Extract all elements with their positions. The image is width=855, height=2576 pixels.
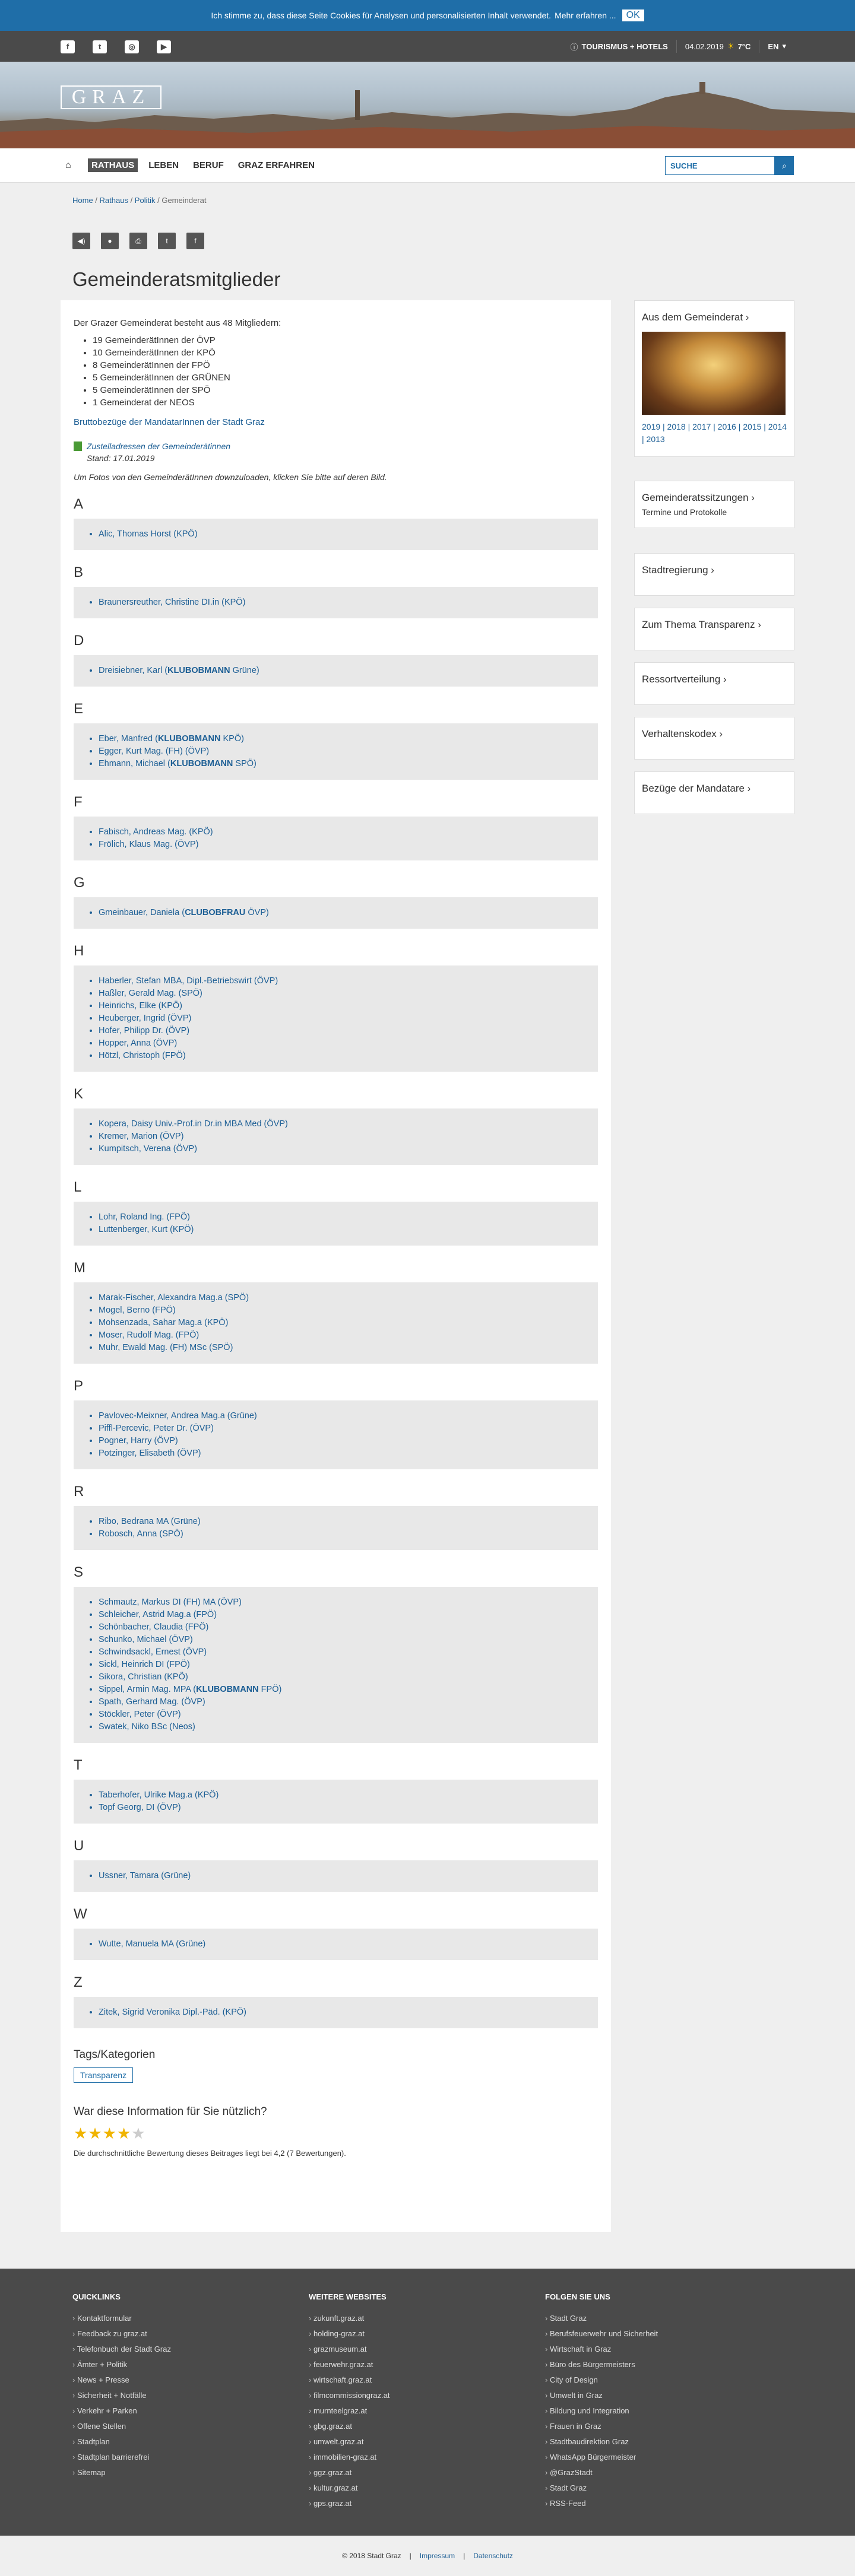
member-list — [74, 1929, 598, 1960]
member-link[interactable]: • Hofer, Philipp Dr. (ÖVP) — [99, 1025, 585, 1037]
main-nav — [0, 148, 855, 183]
member-list — [74, 723, 598, 780]
print-icon[interactable]: ⎙ — [129, 233, 147, 249]
member-link[interactable]: • Topf Georg, DI (ÖVP) — [99, 1802, 585, 1814]
member-link[interactable]: • Pogner, Harry (ÖVP) — [99, 1435, 585, 1447]
member-link[interactable]: • Lohr, Roland Ing. (FPÖ) — [99, 1211, 585, 1224]
copyright: © 2018 Stadt Graz — [342, 2552, 401, 2560]
photo-note: Um Fotos von den GemeinderätInnen downzuloaden, klicken Sie bitte auf deren Bild. — [74, 472, 387, 482]
member-list — [74, 587, 598, 618]
top-right — [562, 31, 794, 62]
member-list — [74, 1997, 598, 2028]
star-icon[interactable]: ★ — [74, 2124, 88, 2142]
member-link[interactable]: • Schwindsackl, Ernest (ÖVP) — [99, 1646, 585, 1659]
footer-link[interactable]: › Umwelt in Graz — [545, 2388, 658, 2403]
sidebar-sitzungen[interactable] — [634, 481, 794, 528]
member-link[interactable]: • Mogel, Berno (FPÖ) — [99, 1304, 585, 1317]
comment-icon[interactable]: ● — [101, 233, 119, 249]
page-title: Gemeinderatsmitglieder — [72, 268, 281, 290]
letter-heading: G — [74, 875, 85, 891]
top-bar — [0, 31, 855, 62]
letter-heading: Z — [74, 1974, 83, 1990]
member-link[interactable]: • Ribo, Bedrana MA (Grüne) — [99, 1516, 585, 1528]
tag-transparenz[interactable]: Transparenz — [74, 2067, 133, 2083]
rating-stars[interactable] — [74, 2124, 598, 2143]
rating-section — [74, 2105, 598, 2158]
star-icon[interactable]: ★ — [131, 2124, 146, 2142]
member-link[interactable]: • Mohsenzada, Sahar Mag.a (KPÖ) — [99, 1317, 585, 1329]
letter-heading: S — [74, 1564, 84, 1580]
member-list — [74, 1400, 598, 1469]
letter-heading: W — [74, 1906, 87, 1922]
member-link[interactable]: • Sikora, Christian (KPÖ) — [99, 1671, 585, 1684]
page-tools — [72, 233, 204, 249]
member-link[interactable]: • Heinrichs, Elke (KPÖ) — [99, 1000, 585, 1012]
footer-link[interactable]: › Stadtplan — [72, 2434, 171, 2450]
letter-heading: P — [74, 1378, 84, 1394]
language-select[interactable]: EN ▾ — [759, 40, 794, 53]
footer-link[interactable]: › gbg.graz.at — [309, 2419, 390, 2434]
excel-file-icon — [74, 441, 82, 451]
footer-link[interactable]: › Stadtplan barrierefrei — [72, 2450, 171, 2465]
sidebar-item-bezuege[interactable]: Bezüge der Mandatare › — [634, 771, 794, 814]
footer-link[interactable]: › grazmuseum.at — [309, 2342, 390, 2357]
member-link[interactable]: • Heuberger, Ingrid (ÖVP) — [99, 1012, 585, 1025]
graz-logo[interactable]: GRAZ — [61, 85, 162, 109]
footer-link[interactable]: › feuerwehr.graz.at — [309, 2357, 390, 2372]
footer-link[interactable]: › ggz.graz.at — [309, 2465, 390, 2480]
zustelladressen-link[interactable]: Zustelladressen der Gemeinderätinnen — [87, 441, 231, 451]
footer-link[interactable]: › Berufsfeuerwehr und Sicherheit — [545, 2326, 658, 2342]
footer-link[interactable]: › zukunft.graz.at — [309, 2311, 390, 2326]
footer-link[interactable]: › News + Presse — [72, 2372, 171, 2388]
search-icon: ⌕ — [782, 161, 787, 170]
cookie-banner — [0, 0, 855, 31]
rating-average: Die durchschnittliche Bewertung dieses Beitrages liegt bei 4,2 (7 Bewertungen). — [74, 2149, 346, 2158]
member-link[interactable]: • Spath, Gerhard Mag. (ÖVP) — [99, 1696, 585, 1708]
footer-link[interactable]: › wirtschaft.graz.at — [309, 2372, 390, 2388]
impressum-link[interactable]: Impressum — [419, 2552, 455, 2560]
facebook-icon[interactable]: f — [61, 40, 75, 53]
member-list — [74, 1108, 598, 1165]
sidebar-item-stadtregierung[interactable]: Stadtregierung › — [634, 553, 794, 596]
document-download — [74, 440, 598, 464]
member-list — [74, 1202, 598, 1246]
member-link[interactable]: • Ussner, Tamara (Grüne) — [99, 1870, 585, 1882]
footer-link[interactable]: › Stadtbaudirektion Graz — [545, 2434, 658, 2450]
member-link[interactable]: • Schleicher, Astrid Mag.a (FPÖ) — [99, 1609, 585, 1621]
member-link[interactable]: • Pavlovec-Meixner, Andrea Mag.a (Grüne) — [99, 1410, 585, 1422]
list-item: • 5 GemeinderätInnen der SPÖ — [93, 384, 598, 396]
letter-heading: K — [74, 1086, 84, 1102]
info-icon: ⓘ — [570, 42, 578, 52]
member-link[interactable]: • Schönbacher, Claudia (FPÖ) — [99, 1621, 585, 1634]
letter-heading: D — [74, 633, 84, 649]
social-icons — [61, 40, 171, 53]
letter-heading: R — [74, 1484, 84, 1500]
member-link[interactable]: • Wutte, Manuela MA (Grüne) — [99, 1938, 585, 1951]
footer-link[interactable]: › Telefonbuch der Stadt Graz — [72, 2342, 171, 2357]
breadcrumb-politik[interactable]: Politik — [134, 196, 156, 205]
list-item: • 8 GemeinderätInnen der FPÖ — [93, 359, 598, 371]
footer-link[interactable]: › umwelt.graz.at — [309, 2434, 390, 2450]
twitter-share-icon[interactable]: t — [158, 233, 176, 249]
sidebar-item-ressortverteilung[interactable]: Ressortverteilung › — [634, 662, 794, 705]
search-button[interactable] — [775, 156, 794, 175]
footer-link[interactable]: › gps.graz.at — [309, 2496, 390, 2511]
member-link[interactable]: • Hötzl, Christoph (FPÖ) — [99, 1050, 585, 1062]
member-link[interactable]: • Ehmann, Michael (KLUBOBMANN SPÖ) — [99, 758, 585, 770]
letter-heading: L — [74, 1179, 82, 1195]
member-list — [74, 1506, 598, 1550]
sidebar-title: Gemeinderatssitzungen › — [642, 492, 755, 503]
member-link[interactable]: • Kumpitsch, Verena (ÖVP) — [99, 1143, 585, 1155]
intro-lead: Der Grazer Gemeinderat besteht aus 48 Mitgliedern: — [74, 318, 281, 328]
nav-item-leben[interactable]: LEBEN — [148, 160, 179, 170]
breadcrumb-current: Gemeinderat — [162, 196, 207, 205]
member-link[interactable]: • Hopper, Anna (ÖVP) — [99, 1037, 585, 1050]
member-link[interactable]: • Frölich, Klaus Mag. (ÖVP) — [99, 838, 585, 851]
twitter-icon[interactable]: t — [93, 40, 107, 53]
footer-link[interactable]: › WhatsApp Bürgermeister — [545, 2450, 658, 2465]
tags-heading: Tags/Kategorien — [74, 2048, 156, 2061]
member-link[interactable]: • Kremer, Marion (ÖVP) — [99, 1130, 585, 1143]
member-link[interactable]: • Eber, Manfred (KLUBOBMANN KPÖ) — [99, 733, 585, 745]
member-link[interactable]: • Schunko, Michael (ÖVP) — [99, 1634, 585, 1646]
list-item: • 1 Gemeinderat der NEOS — [93, 396, 598, 409]
list-item: • 10 GemeinderätInnen der KPÖ — [93, 347, 598, 359]
home-icon[interactable]: ⌂ — [65, 160, 71, 170]
main-content — [61, 300, 611, 2232]
member-list — [74, 965, 598, 1072]
member-list — [74, 1282, 598, 1364]
year-links[interactable]: 2019 | 2018 | 2017 | 2016 | 2015 | 2014 | 2013 — [642, 422, 787, 444]
letter-heading: M — [74, 1260, 86, 1276]
party-list — [93, 334, 598, 409]
footer-link[interactable]: › murnteelgraz.at — [309, 2403, 390, 2419]
sidebar-ratsaal[interactable] — [634, 300, 794, 457]
letter-heading: F — [74, 794, 83, 810]
letter-heading: A — [74, 496, 84, 512]
member-link[interactable]: • Luttenberger, Kurt (KPÖ) — [99, 1224, 585, 1236]
sidebar-title[interactable]: Aus dem Gemeinderat › — [642, 312, 749, 323]
member-list — [74, 519, 598, 550]
star-icon[interactable]: ★ — [88, 2124, 103, 2142]
nav-item-beruf[interactable]: BERUF — [193, 160, 224, 170]
nav-item-rathaus[interactable]: RATHAUS — [88, 158, 138, 172]
cookie-ok-button[interactable]: OK — [622, 9, 644, 21]
member-link[interactable]: • Haßler, Gerald Mag. (SPÖ) — [99, 987, 585, 1000]
member-link[interactable]: • Swatek, Niko BSc (Neos) — [99, 1721, 585, 1733]
cookie-more-link[interactable]: Mehr erfahren ... — [555, 11, 616, 20]
footer-quicklinks: QUICKLINKS › Kontaktformular › Feedback zu graz.at › Telefonbuch der Stadt Graz › Ämter + Politik › News + Presse › Sicherheit + Notfälle › Verkehr + Parken › Offene Stellen › Stadtplan › Stadtplan barrierefrei › Sitemap — [72, 2292, 171, 2480]
breadcrumb-home[interactable]: Home — [72, 196, 93, 205]
member-link[interactable]: • Braunersreuther, Christine DI.in (KPÖ) — [99, 596, 585, 609]
weather: 04.02.2019 ☀ 7°C — [676, 40, 759, 53]
member-link[interactable]: • Fabisch, Andreas Mag. (KPÖ) — [99, 826, 585, 838]
facebook-share-icon[interactable]: f — [186, 233, 204, 249]
member-link[interactable]: • Taberhofer, Ulrike Mag.a (KPÖ) — [99, 1789, 585, 1802]
member-link[interactable]: • Stöckler, Peter (ÖVP) — [99, 1708, 585, 1721]
intro — [74, 318, 598, 482]
sidebar-item-verhaltenskodex[interactable]: Verhaltenskodex › — [634, 717, 794, 760]
list-item: • 19 GemeinderätInnen der ÖVP — [93, 334, 598, 347]
footer-link[interactable]: › Sitemap — [72, 2465, 171, 2480]
member-list — [74, 1780, 598, 1824]
footer-link[interactable]: › Kontaktformular — [72, 2311, 171, 2326]
member-link[interactable]: • Muhr, Ewald Mag. (FH) MSc (SPÖ) — [99, 1342, 585, 1354]
member-link[interactable]: • Robosch, Anna (SPÖ) — [99, 1528, 585, 1540]
sidebar-item-transparenz[interactable]: Zum Thema Transparenz › — [634, 608, 794, 650]
member-groups — [74, 496, 598, 2028]
search-input[interactable]: SUCHE — [665, 156, 775, 175]
member-link[interactable]: • Alic, Thomas Horst (KPÖ) — [99, 528, 585, 541]
letter-heading: B — [74, 564, 84, 580]
sidebar-subtitle: Termine und Protokolle — [642, 507, 727, 517]
tourism-link[interactable]: ⓘ TOURISMUS + HOTELS — [570, 42, 668, 52]
member-link[interactable]: • Haberler, Stefan MBA, Dipl.-Betriebswirt (ÖVP) — [99, 975, 585, 987]
footer-follow: FOLGEN SIE UNS › Stadt Graz › Berufsfeuerwehr und Sicherheit › Wirtschaft in Graz › Büro des Bürgermeisters › City of Design › Umwelt in Graz › Bildung und Integration › Frauen in Graz › Stadtbaudirektion Graz › WhatsApp Bürgermeister › @GrazStadt › Stadt Graz › RSS-Feed — [545, 2292, 658, 2511]
member-link[interactable]: • Sippel, Armin Mag. MPA (KLUBOBMANN FPÖ) — [99, 1684, 585, 1696]
member-link[interactable]: • Egger, Kurt Mag. (FH) (ÖVP) — [99, 745, 585, 758]
nav-items — [88, 158, 318, 172]
footer-link[interactable]: › Büro des Bürgermeisters — [545, 2357, 658, 2372]
member-list — [74, 817, 598, 860]
footer-link[interactable]: › City of Design — [545, 2372, 658, 2388]
footer-link[interactable]: › Wirtschaft in Graz — [545, 2342, 658, 2357]
cookie-text: Ich stimme zu, dass diese Seite Cookies für Analysen und personalisierten Inhalt verwendet. — [211, 11, 552, 20]
member-link[interactable]: • Moser, Rudolf Mag. (FPÖ) — [99, 1329, 585, 1342]
footer-link[interactable]: › Ämter + Politik — [72, 2357, 171, 2372]
member-link[interactable]: • Kopera, Daisy Univ.-Prof.in Dr.in MBA Med (ÖVP) — [99, 1118, 585, 1130]
footer-link[interactable]: › Sicherheit + Notfälle — [72, 2388, 171, 2403]
footer-link[interactable]: › Offene Stellen — [72, 2419, 171, 2434]
footer-link[interactable]: › Feedback zu graz.at — [72, 2326, 171, 2342]
member-list — [74, 655, 598, 687]
copyright-bar: © 2018 Stadt Graz | Impressum | Datenschutz — [0, 2536, 855, 2576]
footer-link[interactable]: › Verkehr + Parken — [72, 2403, 171, 2419]
bezuege-link[interactable]: Bruttobezüge der MandatarInnen der Stadt Graz — [74, 417, 265, 427]
letter-heading: E — [74, 701, 84, 717]
member-list — [74, 897, 598, 929]
footer-link[interactable]: › Stadt Graz — [545, 2311, 658, 2326]
rating-heading: War diese Information für Sie nützlich? — [74, 2105, 267, 2118]
nav-item-graz-erfahren[interactable]: GRAZ ERFAHREN — [238, 160, 315, 170]
letter-heading: H — [74, 943, 84, 959]
member-list — [74, 1587, 598, 1743]
list-item: • 5 GemeinderätInnen der GRÜNEN — [93, 371, 598, 384]
chevron-down-icon: ▾ — [782, 42, 786, 50]
member-link[interactable]: • Zitek, Sigrid Veronika Dipl.-Päd. (KPÖ) — [99, 2006, 585, 2019]
member-link[interactable]: • Marak-Fischer, Alexandra Mag.a (SPÖ) — [99, 1292, 585, 1304]
letter-heading: T — [74, 1757, 83, 1773]
letter-heading: U — [74, 1838, 84, 1854]
member-link[interactable]: • Potzinger, Elisabeth (ÖVP) — [99, 1447, 585, 1460]
member-link[interactable]: • Gmeinbauer, Daniela (CLUBOBFRAU ÖVP) — [99, 907, 585, 919]
header-banner — [0, 62, 855, 148]
footer-link[interactable]: › RSS-Feed — [545, 2496, 658, 2511]
footer-link[interactable]: › filmcommissiongraz.at — [309, 2388, 390, 2403]
speaker-icon[interactable]: ◀) — [72, 233, 90, 249]
member-list — [74, 1860, 598, 1892]
footer-link[interactable]: › Stadt Graz — [545, 2480, 658, 2496]
council-chamber-image[interactable] — [642, 332, 786, 415]
datenschutz-link[interactable]: Datenschutz — [473, 2552, 513, 2560]
star-icon[interactable]: ★ — [102, 2124, 117, 2142]
footer-link[interactable]: › immobilien-graz.at — [309, 2450, 390, 2465]
member-link[interactable]: • Piffl-Percevic, Peter Dr. (ÖVP) — [99, 1422, 585, 1435]
doc-date: Stand: 17.01.2019 — [87, 453, 155, 463]
footer-link[interactable]: › Bildung und Integration — [545, 2403, 658, 2419]
instagram-icon[interactable]: ◎ — [125, 40, 139, 53]
member-link[interactable]: • Sickl, Heinrich DI (FPÖ) — [99, 1659, 585, 1671]
youtube-icon[interactable]: ▶ — [157, 40, 171, 53]
footer-websites: WEITERE WEBSITES › zukunft.graz.at › holding-graz.at › grazmuseum.at › feuerwehr.graz.at › wirtschaft.graz.at › filmcommissiongraz.at › murnteelgraz.at › gbg.graz.at › umwelt.graz.at › immobilien-graz.at › ggz.graz.at › kultur.graz.at › gps.graz.at — [309, 2292, 390, 2511]
sun-icon: ☀ — [727, 42, 734, 50]
footer-link[interactable]: › @GrazStadt — [545, 2465, 658, 2480]
breadcrumb-rathaus[interactable]: Rathaus — [99, 196, 128, 205]
star-icon[interactable]: ★ — [116, 2124, 132, 2142]
footer — [0, 2269, 855, 2536]
footer-link[interactable]: › kultur.graz.at — [309, 2480, 390, 2496]
member-link[interactable]: • Schmautz, Markus DI (FH) MA (ÖVP) — [99, 1596, 585, 1609]
footer-link[interactable]: › holding-graz.at — [309, 2326, 390, 2342]
breadcrumb: Home / Rathaus / Politik / Gemeinderat — [72, 196, 207, 205]
footer-link[interactable]: › Frauen in Graz — [545, 2419, 658, 2434]
member-link[interactable]: • Dreisiebner, Karl (KLUBOBMANN Grüne) — [99, 665, 585, 677]
